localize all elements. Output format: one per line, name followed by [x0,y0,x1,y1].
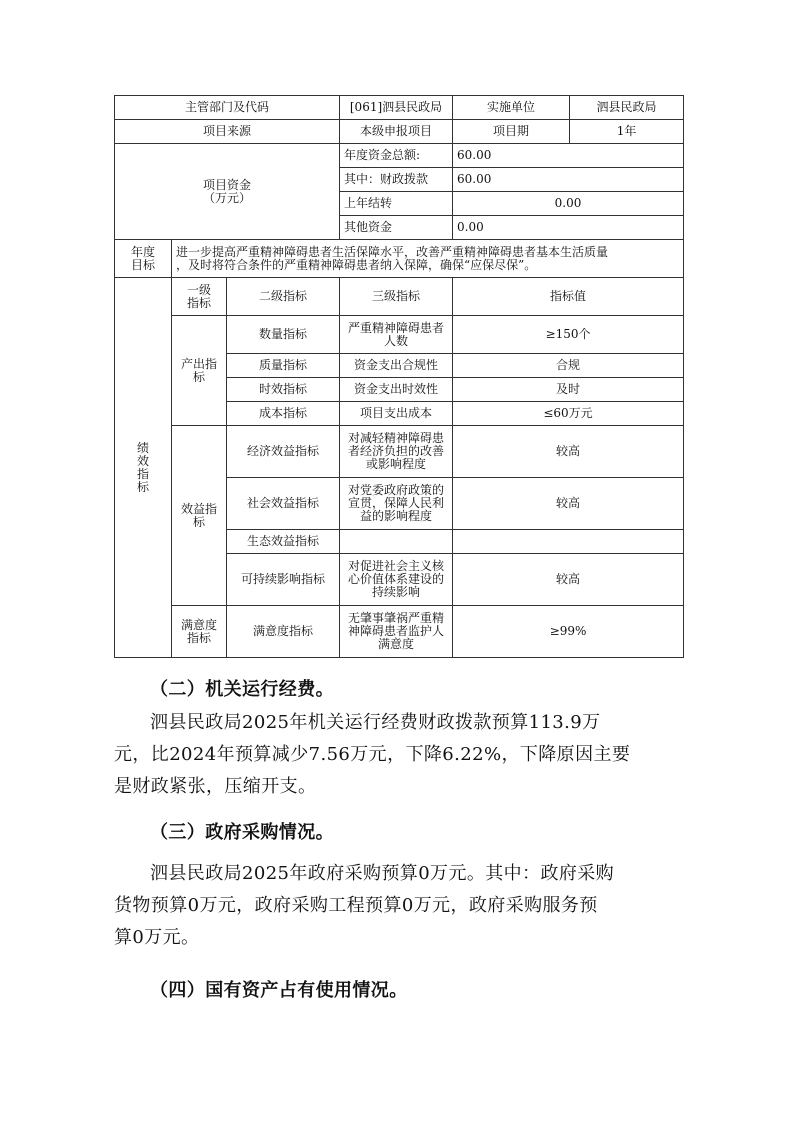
benefit-indicator-label [172,426,227,606]
other-funds-value: 0.00 [453,216,684,240]
performance-indicator-label [115,278,172,658]
section-2-line3: 是财政紧张，压缩开支。 [114,776,317,797]
level3-line: 益的影响程度 [360,509,433,523]
table-row-value: 较高 [453,478,684,530]
side-label-char: 标 [136,479,149,494]
table-row-value: ≥99% [453,606,684,658]
header-level3: 三级指标 [340,278,453,316]
section-4-heading: （四）国有资产占有使用情况。 [150,980,408,1001]
impl-unit-value: 泗县民政局 [570,96,684,120]
benefit-label-line2: 标 [192,514,205,529]
level3-line: 对促进社会主义核 [348,559,445,573]
table-row-level2: 数量指标 [227,316,340,354]
table-row-level3 [340,530,453,554]
dept-label: 主管部门及代码 [115,96,340,120]
fiscal-funds-label: 其中：财政拨款 [340,168,453,192]
source-value: 本级申报项目 [340,120,453,144]
annual-goal-text-line2: ，及时将符合条件的严重精神障碍患者纳入保障，确保“应保尽保”。 [176,257,537,272]
table-row-value: ≤60万元 [453,402,684,426]
level3-line: 严重精神障碍患者 [348,320,445,335]
table-row-level2: 生态效益指标 [227,530,340,554]
annual-goal-label-line1: 年度 [130,244,155,259]
satisfaction-label-line2: 指标 [186,630,211,645]
header-level1-line2: 指标 [186,295,211,310]
header-level1 [172,278,227,316]
table-row-level2: 成本指标 [227,402,340,426]
table-row-level3 [340,426,453,478]
table-row-level2: 质量指标 [227,354,340,378]
section-2-body [114,707,686,803]
annual-goal-label [115,240,172,278]
section-2-heading: （二）机关运行经费。 [150,679,334,700]
section-3-heading: （三）政府采购情况。 [150,822,334,843]
funds-label-line1: 项目资金 [203,177,252,192]
annual-goal-text [172,240,684,278]
header-value: 指标值 [453,278,684,316]
table-row-level3 [340,606,453,658]
section-3-body [114,858,686,954]
table-row-value: 较高 [453,426,684,478]
table-row-level2: 社会效益指标 [227,478,340,530]
side-label-char: 指 [136,466,149,481]
output-label-line2: 标 [192,369,205,384]
table-row-level3: 资金支出时效性 [340,378,453,402]
table-row-level3: 资金支出合规性 [340,354,453,378]
other-funds-label: 其他资金 [340,216,453,240]
side-label-char: 绩 [136,440,149,455]
level3-line: 对党委政府政策的 [348,483,445,497]
table-row-value [453,530,684,554]
section-2-line1: 泗县民政局2025年机关运行经费财政拨款预算113.9万 [150,712,601,733]
funds-label-line2: （万元） [203,190,252,205]
table-row-level3 [340,316,453,354]
funds-label [115,144,340,240]
table-row-value: 合规 [453,354,684,378]
header-level1-line1: 一级 [186,282,211,297]
dept-value: [061]泗县民政局 [340,96,453,120]
total-funds-value: 60.00 [453,144,684,168]
table-row-level3: 项目支出成本 [340,402,453,426]
total-funds-label: 年度资金总额: [340,144,453,168]
table-row-level3 [340,554,453,606]
table-row-value: 及时 [453,378,684,402]
table-row-level2: 经济效益指标 [227,426,340,478]
satisfaction-indicator-label [172,606,227,658]
source-label: 项目来源 [115,120,340,144]
fiscal-funds-value: 60.00 [453,168,684,192]
level3-line: 人数 [384,333,409,348]
section-3-line1: 泗县民政局2025年政府采购预算0万元。其中：政府采购 [150,863,615,884]
impl-unit-label: 实施单位 [453,96,570,120]
level3-line: 满意度 [378,637,415,651]
header-level2: 二级指标 [227,278,340,316]
level3-line: 或影响程度 [366,457,427,471]
table-row-value: ≥150个 [453,316,684,354]
carryover-value: 0.00 [453,192,684,216]
carryover-label: 上年结转 [340,192,453,216]
level3-line: 神障碍患者监护人 [348,624,445,638]
section-2-line2: 元，比2024年预算减少7.56万元，下降6.22%，下降原因主要 [114,744,631,765]
annual-goal-label-line2: 目标 [130,257,155,272]
table-row-value: 较高 [453,554,684,606]
level3-line: 宣贯，保障人民利 [348,496,445,510]
period-value: 1年 [570,120,684,144]
section-3-line2: 货物预算0万元，政府采购工程预算0万元，政府采购服务预 [114,895,598,916]
level3-line: 心价值体系建设的 [348,572,445,586]
output-indicator-label [172,316,227,426]
level3-line: 无肇事肇祸严重精 [348,611,445,625]
output-label-line1: 产出指 [180,356,217,371]
table-row-level2: 时效指标 [227,378,340,402]
section-3-line3: 算0万元。 [114,927,200,948]
annual-goal-text-line1: 进一步提高严重精神障碍患者生活保障水平，改善严重精神障碍患者基本生活质量 [176,244,609,259]
benefit-label-line1: 效益指 [180,501,217,516]
performance-target-table [114,95,684,658]
side-label-char: 效 [136,453,149,468]
period-label: 项目期 [453,120,570,144]
table-row-level2: 满意度指标 [227,606,340,658]
level3-line: 者经济负担的改善 [348,444,445,458]
satisfaction-label-line1: 满意度 [180,617,217,632]
level3-line: 持续影响 [372,585,421,599]
table-row-level2: 可持续影响指标 [227,554,340,606]
table-row-level3 [340,478,453,530]
level3-line: 对减轻精神障碍患 [348,431,445,445]
